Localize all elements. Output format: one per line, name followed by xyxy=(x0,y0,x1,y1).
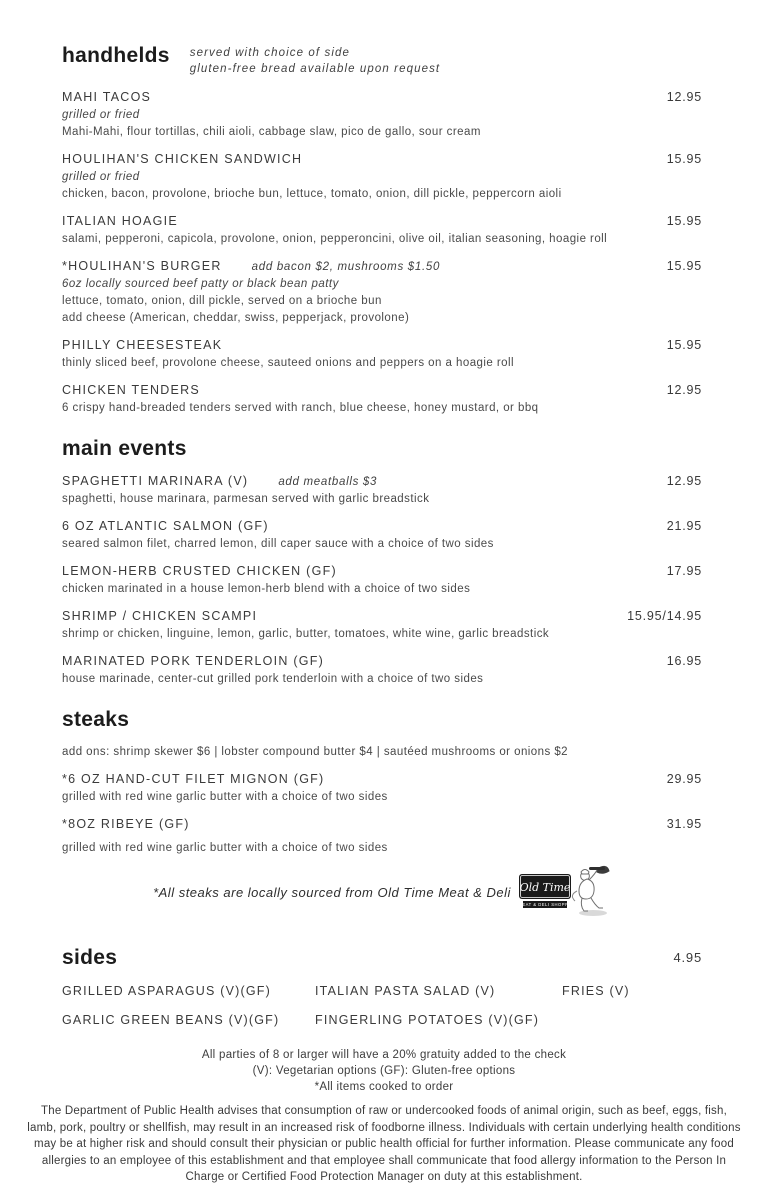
main-events-header xyxy=(62,437,702,461)
item-italian-hoagie xyxy=(62,214,702,246)
section-handhelds xyxy=(62,44,702,415)
sides-grid xyxy=(62,984,702,1027)
item-houlihans-burger xyxy=(62,259,702,325)
section-steaks xyxy=(62,708,702,924)
item-price: 29.95 xyxy=(666,772,702,786)
item-ribeye xyxy=(62,817,702,855)
menu-footer xyxy=(0,1047,768,1196)
handhelds-title: handhelds xyxy=(62,44,170,67)
side-grilled-asparagus: GRILLED ASPARAGUS (V)(GF) xyxy=(62,984,271,998)
section-sides xyxy=(62,946,702,1027)
item-description: grilled with red wine garlic butter with a choice of two sides xyxy=(62,791,388,803)
chef-mascot-icon xyxy=(572,866,609,916)
item-inline-note: add meatballs $3 xyxy=(278,476,378,488)
item-description: lettuce, tomato, onion, dill pickle, served on a brioche bun xyxy=(62,295,382,307)
old-time-meat-deli-logo xyxy=(519,861,611,924)
item-price: 15.95 xyxy=(666,214,702,228)
footer-health-advisory: The Department of Public Health advises that consumption of raw or undercooked foods of animal origin, such as beef, eggs, fish, lamb, pork, poultry or shellfish, may result in an increased risk of foodborne illness. Individuals with certain underlying health conditions may be at higher risk and should consult their physician or public health official for further information. Please communicate any food allergies to an employee of this establishment and that employee shall communicate that food allergy information to the Person In Charge or Certified Food Protection Manager on duty at this establishment. xyxy=(27,1105,741,1183)
item-filet-mignon xyxy=(62,772,702,804)
item-name: *6 OZ HAND-CUT FILET MIGNON (GF) xyxy=(62,772,325,786)
item-mahi-tacos xyxy=(62,90,702,139)
item-description: salami, pepperoni, capicola, provolone, onion, pepperoncini, olive oil, italian seasoning, hoagie roll xyxy=(62,233,608,245)
side-italian-pasta-salad: ITALIAN PASTA SALAD (V) xyxy=(315,984,496,998)
item-description: thinly sliced beef, provolone cheese, sauteed onions and peppers on a hoagie roll xyxy=(62,357,515,369)
side-garlic-green-beans: GARLIC GREEN BEANS (V)(GF) xyxy=(62,1013,280,1027)
logo-sub-text: MEAT & DELI SHOPPE xyxy=(518,902,572,908)
handhelds-header xyxy=(62,44,702,77)
main-events-title: main events xyxy=(62,437,187,460)
item-name: LEMON-HERB CRUSTED CHICKEN (GF) xyxy=(62,564,337,578)
steaks-header xyxy=(62,708,702,732)
item-chicken-tenders xyxy=(62,383,702,415)
item-inline-note: add bacon $2, mushrooms $1.50 xyxy=(251,261,441,273)
item-price: 17.95 xyxy=(666,564,702,578)
handhelds-note xyxy=(190,44,441,77)
item-price: 12.95 xyxy=(666,90,702,104)
item-description: spaghetti, house marinara, parmesan served with garlic breadstick xyxy=(62,493,430,505)
item-houlihans-chicken-sandwich xyxy=(62,152,702,201)
item-price: 16.95 xyxy=(666,654,702,668)
item-description: grilled with red wine garlic butter with a choice of two sides xyxy=(62,842,388,854)
item-description-2: add cheese (American, cheddar, swiss, pepperjack, provolone) xyxy=(62,312,410,324)
item-subnote: 6oz locally sourced beef patty or black bean patty xyxy=(62,278,339,290)
item-price: 12.95 xyxy=(666,383,702,397)
item-price: 12.95 xyxy=(666,474,702,488)
footer-gratuity-note: All parties of 8 or larger will have a 20% gratuity added to the check xyxy=(201,1049,567,1061)
item-atlantic-salmon xyxy=(62,519,702,551)
item-name: HOULIHAN'S CHICKEN SANDWICH xyxy=(62,152,303,166)
item-name: MAHI TACOS xyxy=(62,90,152,104)
sides-price: 4.95 xyxy=(673,950,702,965)
item-subnote: grilled or fried xyxy=(62,171,140,183)
steaks-title: steaks xyxy=(62,708,130,731)
item-description: 6 crispy hand-breaded tenders served with ranch, blue cheese, honey mustard, or bbq xyxy=(62,402,539,414)
item-spaghetti-marinara xyxy=(62,474,702,506)
handhelds-note-line1: served with choice of side xyxy=(189,47,350,59)
sides-title: sides xyxy=(62,946,118,969)
item-description: Mahi-Mahi, flour tortillas, chili aioli, cabbage slaw, pico de gallo, sour cream xyxy=(62,126,481,138)
item-description: shrimp or chicken, linguine, lemon, garlic, butter, tomatoes, white wine, garlic breadstick xyxy=(62,628,550,640)
item-name: SHRIMP / CHICKEN SCAMPI xyxy=(62,609,258,623)
item-lemon-herb-chicken xyxy=(62,564,702,596)
steaks-footnote-row xyxy=(62,861,702,924)
logo-script-text: Old Time xyxy=(519,881,571,894)
item-price: 15.95 xyxy=(666,152,702,166)
handhelds-note-line2: gluten-free bread available upon request xyxy=(189,63,441,75)
side-fries: FRIES (V) xyxy=(562,984,630,998)
footer-cooked-to-order-note: *All items cooked to order xyxy=(314,1081,454,1093)
item-name: PHILLY CHEESESTEAK xyxy=(62,338,223,352)
item-name: SPAGHETTI MARINARA (V) xyxy=(62,474,249,488)
old-time-logo-graphic xyxy=(519,861,611,919)
item-name: ITALIAN HOAGIE xyxy=(62,214,178,228)
item-name: 6 OZ ATLANTIC SALMON (GF) xyxy=(62,519,269,533)
item-name: MARINATED PORK TENDERLOIN (GF) xyxy=(62,654,325,668)
item-philly-cheesesteak xyxy=(62,338,702,370)
item-name: *8OZ RIBEYE (GF) xyxy=(62,817,190,831)
item-name: CHICKEN TENDERS xyxy=(62,383,200,397)
item-subnote: grilled or fried xyxy=(62,109,140,121)
sides-header xyxy=(62,946,702,970)
item-description: house marinade, center-cut grilled pork tenderloin with a choice of two sides xyxy=(62,673,484,685)
footer-legend-note: (V): Vegetarian options (GF): Gluten-free options xyxy=(252,1065,516,1077)
item-shrimp-chicken-scampi xyxy=(62,609,702,641)
item-price: 15.95/14.95 xyxy=(627,609,702,623)
logo-badge xyxy=(519,874,572,908)
item-description: seared salmon filet, charred lemon, dill caper sauce with a choice of two sides xyxy=(62,538,494,550)
item-price: 15.95 xyxy=(666,259,702,273)
item-marinated-pork-tenderloin xyxy=(62,654,702,686)
item-price: 15.95 xyxy=(666,338,702,352)
side-fingerling-potatoes: FINGERLING POTATOES (V)(GF) xyxy=(315,1013,540,1027)
item-description: chicken, bacon, provolone, brioche bun, lettuce, tomato, onion, dill pickle, peppercorn aioli xyxy=(62,188,562,200)
steaks-addons-note: add ons: shrimp skewer $6 | lobster compound butter $4 | sautéed mushrooms or onions $2 xyxy=(62,746,569,758)
section-main-events xyxy=(62,437,702,686)
item-name: *HOULIHAN'S BURGER xyxy=(62,259,222,273)
item-price: 31.95 xyxy=(666,817,702,831)
item-price: 21.95 xyxy=(666,519,702,533)
steaks-footnote: *All steaks are locally sourced from Old Time Meat & Deli xyxy=(153,885,511,900)
item-description: chicken marinated in a house lemon-herb blend with a choice of two sides xyxy=(62,583,471,595)
